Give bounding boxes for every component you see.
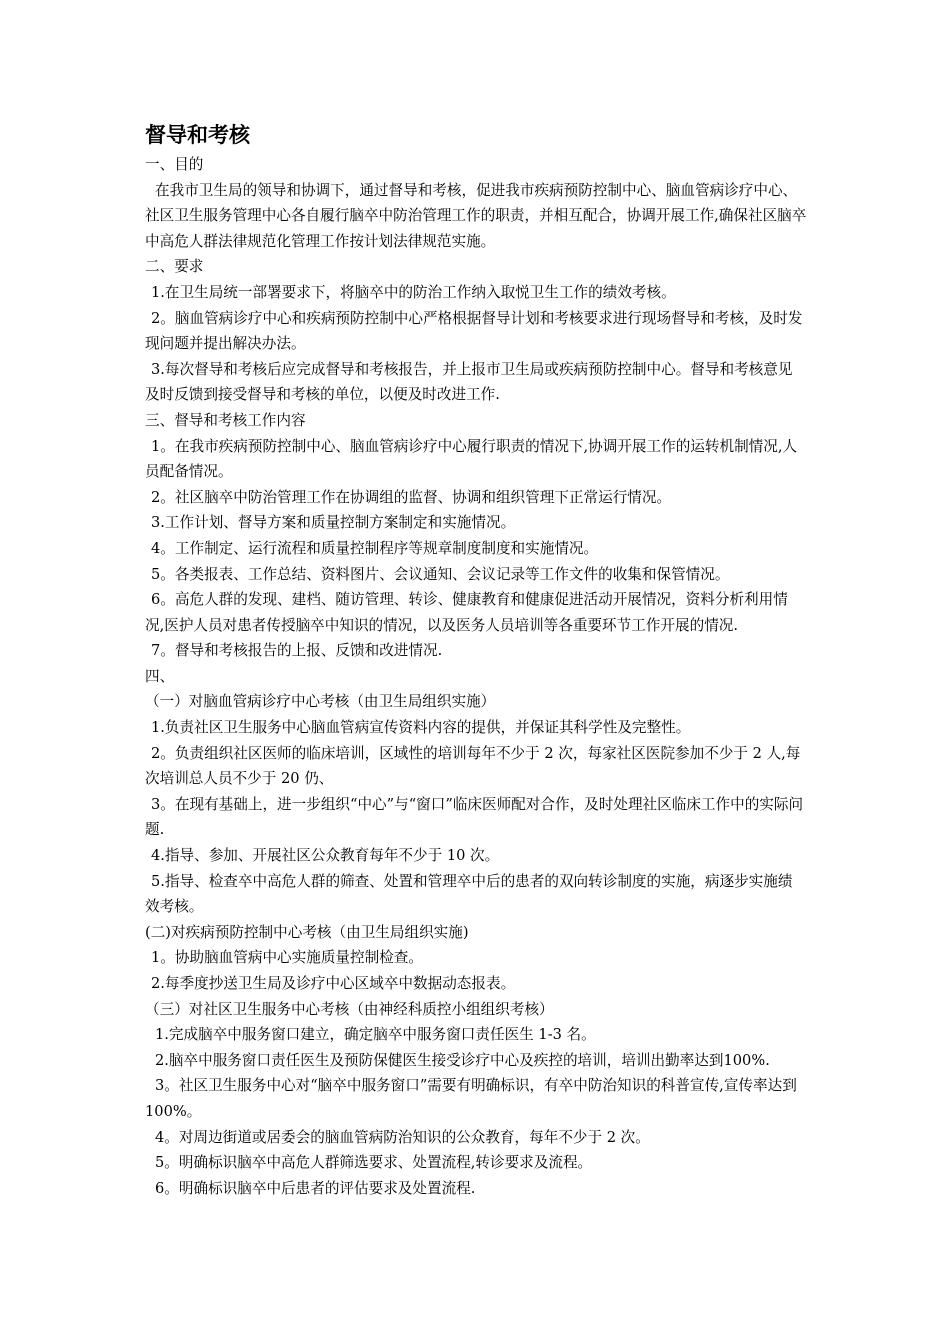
paragraph: 2。社区脑卒中防治管理工作在协调组的监督、协调和组织管理下正常运行情况。 [151, 488, 672, 506]
document-content [145, 120, 807, 1201]
paragraph: (二)对疾病预防控制中心考核（由卫生局组织实施) [145, 923, 469, 941]
paragraph: 3.工作计划、督导方案和质量控制方案制定和实施情况。 [151, 514, 516, 532]
paragraph: 一、目的 [145, 156, 204, 173]
paragraph: 4.指导、参加、开展社区公众教育每年不少于 10 次。 [151, 847, 500, 865]
paragraph: 6。高危人群的发现、建档、随访管理、转诊、健康教育和健康促进活动开展情况，资料分析利用情况,医护人员对患者传授脑卒中知识的情况，以及医务人员培训等各重要环节工作开展的情况. [145, 591, 788, 634]
paragraph: 2.脑卒中服务窗口责任医生及预防保健医生接受诊疗中心及疾控的培训，培训出勤率达到100%. [155, 1051, 770, 1069]
paragraph: 1.负责社区卫生服务中心脑血管病宣传资料内容的提供，并保证其科学性及完整性。 [151, 719, 691, 737]
document-title: 督导和考核 [145, 123, 250, 147]
paragraph: 1.在卫生局统一部署要求下，将脑卒中的防治工作纳入取悦卫生工作的绩效考核。 [151, 283, 676, 301]
paragraph: 2。负责组织社区医师的临床培训，区域性的培训每年不少于 2 次，每家社区医院参加不少于 2 人,每次培训总人员不少于 20 仍、 [145, 744, 801, 788]
paragraph: 6。明确标识脑卒中后患者的评估要求及处置流程. [155, 1179, 476, 1197]
paragraph: 3。社区卫生服务中心对“脑卒中服务窗口”需要有明确标识，有卒中防治知识的科普宣传,宣传率达到 100%。 [145, 1077, 797, 1120]
paragraph: 5.指导、检查卒中高危人群的筛查、处置和管理卒中后的患者的双向转诊制度的实施，病逐步实施绩效考核。 [145, 872, 793, 916]
paragraph: 2。脑血管病诊疗中心和疾病预防控制中心严格根据督导计划和考核要求进行现场督导和考核，及时发现问题并提出解决办法。 [145, 309, 803, 353]
paragraph: 4。对周边街道或居委会的脑血管病防治知识的公众教育，每年不少于 2 次。 [155, 1128, 650, 1146]
paragraph: 三、督导和考核工作内容 [145, 411, 306, 429]
paragraph: 二、要求 [145, 258, 204, 276]
paragraph: 1。协助脑血管病中心实施质量控制检查。 [151, 949, 423, 967]
paragraph: 四、 [145, 667, 175, 685]
paragraph: （三）对社区卫生服务中心考核（由神经科质控小组组织考核） [145, 1000, 554, 1018]
paragraph: 5。明确标识脑卒中高危人群筛选要求、处置流程,转诊要求及流程。 [155, 1154, 593, 1172]
paragraph: 3.每次督导和考核后应完成督导和考核报告，并上报市卫生局或疾病预防控制中心。督导和考核意见及时反馈到接受督导和考核的单位，以便及时改进工作. [145, 360, 793, 404]
paragraph: 3。在现有基础上，进一步组织“中心”与“窗口”临床医师配对合作，及时处理社区临床工作中的实际问题. [145, 795, 804, 839]
paragraph: 5。各类报表、工作总结、资料图片、会议通知、会议记录等工作文件的收集和保管情况。 [151, 565, 730, 583]
paragraph: （一）对脑血管病诊疗中心考核（由卫生局组织实施） [145, 693, 496, 711]
paragraph: 1.完成脑卒中服务窗口建立，确定脑卒中服务窗口责任医生 1-3 名。 [155, 1026, 596, 1044]
paragraph: 4。工作制定、运行流程和质量控制程序等规章制度制度和实施情况。 [151, 539, 599, 557]
paragraph: 在我市卫生局的领导和协调下，通过督导和考核，促进我市疾病预防控制中心、脑血管病诊疗中心、社区卫生服务管理中心各自履行脑卒中防治管理工作的职责，并相互配合，协调开展工作,确保社区脑卒中高危人群法律规范化管理工作按计划法律规范实施。 [145, 181, 807, 250]
paragraph: 7。督导和考核报告的上报、反馈和改进情况. [151, 642, 443, 660]
paragraph: 2.每季度抄送卫生局及诊疗中心区域卒中数据动态报表。 [151, 975, 516, 992]
document-body [145, 152, 807, 1201]
paragraph: 1。在我市疾病预防控制中心、脑血管病诊疗中心履行职责的情况下,协调开展工作的运转机制情况,人员配备情况。 [145, 437, 798, 481]
